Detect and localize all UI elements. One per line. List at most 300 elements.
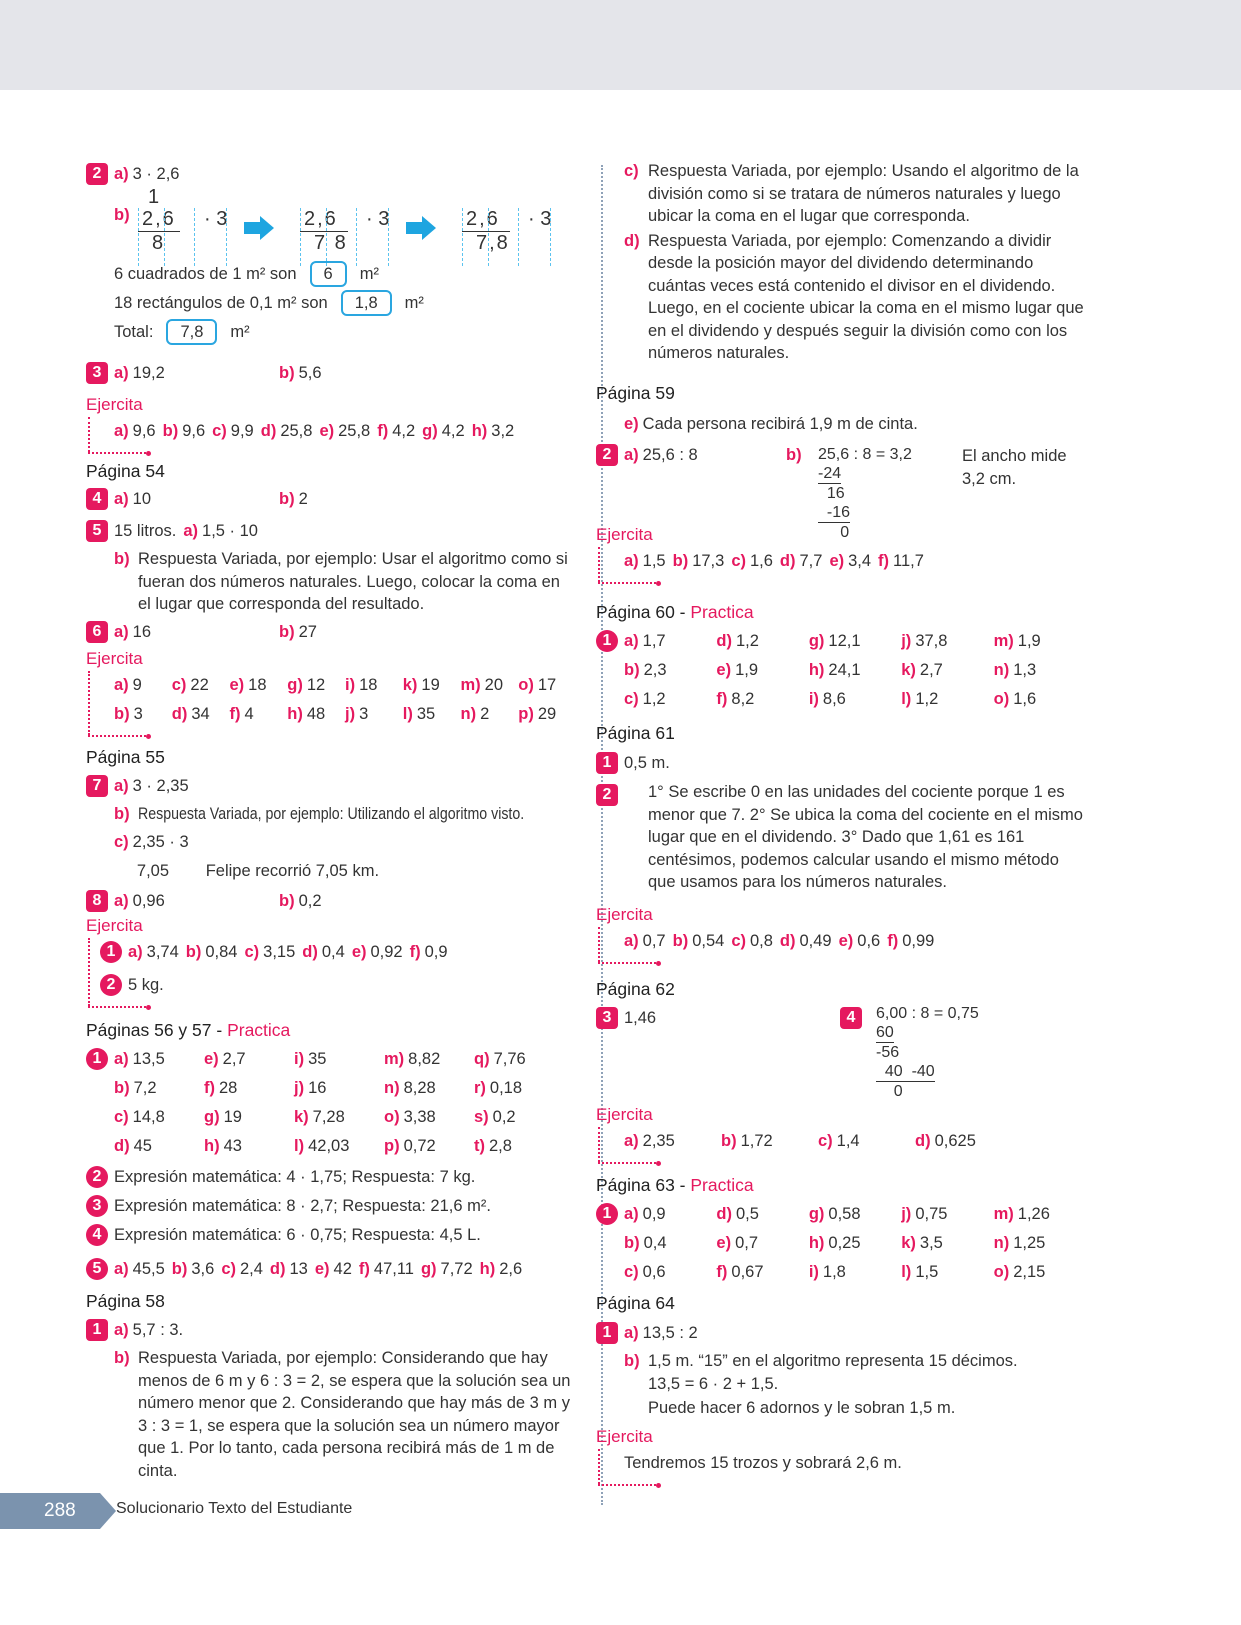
answer-label: c) [212,422,227,440]
answer-cell [474,1132,564,1161]
answer-cell [901,1229,993,1258]
answer-cell [114,1132,204,1161]
answer-cell [335,289,398,318]
answer-value: 3,4 [848,552,872,570]
answer-value: 0,7 [642,932,666,950]
answer-label: t) [474,1137,485,1155]
answer-cell [818,1127,915,1156]
heading-text: Páginas 56 y 57 - [86,1020,228,1040]
ejercita-body [598,547,1086,582]
answer-label: e) [838,932,854,950]
answer-cell [172,671,230,700]
answer-label: r) [474,1079,486,1097]
exercise-item [86,772,576,886]
answer-label: a) [624,446,639,464]
answer-cell [304,260,353,289]
answer-value: 0,58 [828,1205,861,1223]
answer-cell [472,417,515,446]
answer-value: 9,6 [132,422,156,440]
answer-text: Respuesta Variada, por ejemplo: Usar el algoritmo como si fueran dos números naturales. Luego, colocar la coma en el lugar que corresponda del resultado. [138,550,568,613]
answer-cell [624,1200,716,1229]
answer-label: n) [384,1079,400,1097]
answer-label: i) [808,690,819,708]
multiplier: · 3 [528,208,552,230]
answer-row [114,1103,576,1132]
answer-value: 22 [190,676,209,694]
answer-cell [780,927,832,956]
answer-text: 1° Se escribe 0 en las unidades del cociente porque 1 es menor que 7. 2° Se ubica la coma del cociente en el mismo lugar que en el dividendo. 3° Dado que 1,61 es 161 centésimos, podemos calcular usando el mismo método que usamos para los números naturales. [648,783,1083,891]
place-value-guide [226,208,227,266]
answer-row [114,318,576,347]
answer-label: o) [993,690,1010,708]
answer-cell [212,417,254,446]
exercise-number-badge: 1 [86,1319,108,1341]
answer-label: a) [624,932,639,950]
answer-label: n) [993,661,1010,679]
answer-cell [245,938,296,967]
answer-label: a) [624,1324,639,1342]
heading-text: Página 55 [86,747,165,767]
answer-row [114,359,576,388]
answer-value: 16 [308,1079,327,1097]
exercise-item [596,160,1086,365]
answer-label: a) [114,490,129,508]
answer-paragraph [624,160,1086,228]
answer-cell [405,289,424,318]
answer-label: f) [204,1079,215,1097]
answer-label: c) [114,832,129,851]
answer-label: h) [204,1137,220,1155]
answer-row [128,938,576,967]
answer-row [624,656,1086,685]
answer-value: 10 [132,490,152,508]
answer-cell [624,441,698,470]
answer-value: 45 [133,1137,152,1155]
answer-value: 0,25 [828,1234,861,1252]
content-block [86,647,576,735]
answer-row [114,772,576,801]
answer-cell [673,927,725,956]
answer-label: c) [171,676,187,694]
answer-cell [716,656,808,685]
content-block [86,1255,576,1284]
multiplicand: 2,6 [462,208,510,232]
answer-label: a) [128,943,143,961]
heading-text: Página 64 [596,1293,675,1313]
answer-cell [403,700,461,729]
answer-label: e) [314,1260,330,1278]
answer-value: 1,25 [1013,1234,1046,1252]
answer-label: b) [672,932,689,950]
answer-cell [114,517,176,546]
product: 7,8 [476,232,510,254]
multiplier: · 3 [366,208,390,230]
exercise-item [86,1316,576,1482]
exercise-item [100,938,576,967]
answer-value: 47,11 [373,1260,414,1278]
answer-cell [809,627,901,656]
answer-cell [315,1255,352,1284]
answer-value: 35 [416,705,436,723]
answer-label: f) [358,1260,370,1278]
exercise-item [86,1221,576,1250]
answer-label: j) [345,705,356,723]
answer-cell [384,1045,474,1074]
answer-cell [302,938,345,967]
answer-cell [287,700,345,729]
answer-value: 13 [289,1260,308,1278]
answer-text: Puede hacer 6 adornos y le sobran 1,5 m. [648,1399,956,1417]
answer-cell [716,1200,808,1229]
exercise-item [596,627,1086,714]
ejercita-section [596,523,1086,582]
answer-cell [721,1127,818,1156]
answer-label: c) [818,1132,833,1150]
answer-label: k) [402,676,418,694]
answer-value: 3 · 2,35 [132,777,189,795]
answer-value: 8,82 [408,1050,441,1068]
answer-cell [114,1192,491,1221]
answer-cell [780,547,823,576]
exercise-item [86,359,576,388]
exercise-number-badge: 3 [86,362,108,384]
heading-accent: Practica [690,602,754,622]
answer-row [114,1045,576,1074]
answer-value: 1,5 [915,1263,939,1281]
answer-cell [624,1319,698,1348]
answer-cell [114,1163,475,1192]
answer-label: c) [731,932,746,950]
answer-value: 11,7 [893,552,924,570]
ejercita-section [86,914,576,1006]
answer-value: 3 [359,705,369,723]
place-value-guide [488,208,489,266]
answer-text: Respuesta Variada, por ejemplo: Comenzando a dividir desde la posición mayor del dividendo determinando cuántas veces está contenido el divisor en el dividendo. Luego, en el cociente ubicar la coma en el mismo lugar que en el dividendo y después seguir la división como con los números naturales. [648,231,1084,362]
answer-label: d) [624,231,640,250]
answer-value: 2,35 [642,1132,675,1150]
answer-value: 3,5 [919,1234,943,1252]
ejercita-title: Ejercita [596,905,653,924]
answer-row [114,1132,576,1161]
content-block [596,158,1086,367]
product: 8 [152,232,166,254]
answer-cell [114,828,189,857]
answer-cell [731,547,773,576]
answer-cell [994,1200,1086,1229]
answer-value: 7,72 [440,1260,473,1278]
content-block [86,457,576,486]
answer-label: p) [384,1137,400,1155]
answer-cell [114,260,297,289]
exercise-number-badge: 7 [86,775,108,797]
content-block [596,975,1086,1004]
answer-label: e) [716,661,732,679]
answer-cell [624,749,670,778]
answer-row [624,1127,1086,1156]
answer-cell [624,685,716,714]
content-block [86,260,576,347]
place-value-guide [550,208,551,266]
exercise-number-badge: 2 [86,163,108,185]
answer-label: b) [114,550,130,568]
content-block [596,627,1086,714]
answer-cell [994,685,1086,714]
division-line: 40 [876,1063,903,1080]
answer-cell [270,1255,308,1284]
content-block [596,1103,1086,1162]
section-heading [596,719,1086,748]
answer-label: b) [114,1079,130,1097]
answer-value: 9,9 [230,422,254,440]
answer-label: g) [287,676,303,694]
answer-value: 20 [484,676,504,694]
answer-row [114,1163,576,1192]
answer-row [114,857,576,886]
answer-value: 1,6 [1013,690,1037,708]
answer-value: 2,35 · 3 [132,832,189,851]
exercise-number-badge: 5 [86,1258,108,1280]
answer-cell [114,1045,204,1074]
answer-label: q) [474,1050,490,1068]
answer-value: 6 cuadrados de 1 m² son [114,265,297,283]
answer-value: 12,1 [828,632,861,650]
answer-cell [878,547,924,576]
answer-value: 1,9 [1017,632,1041,650]
content-block [86,1016,576,1045]
ejercita-title: Ejercita [596,1427,653,1446]
answer-value: Expresión matemática: 4 · 1,75; Respuesta: 7 kg. [114,1168,476,1186]
content-block [86,1221,576,1250]
answer-cell [287,671,345,700]
answer-cell [128,938,179,967]
answer-value: Total: [114,323,154,341]
answer-cell [901,656,993,685]
division-algorithm [876,1004,979,1101]
answer-value: 2,3 [643,661,667,679]
answer-value: 0,5 m. [624,754,670,772]
answer-cell [624,656,716,685]
answer-label: p) [518,705,534,723]
exercise-number-badge: 2 [596,444,618,466]
division-line: -40 [902,1063,935,1080]
answer-label: j) [901,1205,912,1223]
multiplication-diagram [114,188,576,258]
answer-value: 42,03 [308,1137,350,1155]
answer-paragraph [624,230,1086,365]
answer-label: s) [474,1108,489,1126]
answer-value: 5 kg. [128,976,164,994]
answer-row [114,700,576,729]
answer-cell [994,1229,1086,1258]
content-block [596,779,1086,896]
answer-cell [994,656,1086,685]
answer-cell [901,627,993,656]
answer-label: n) [993,1234,1010,1252]
answer-label: h) [287,705,303,723]
answer-label: g) [808,1205,825,1223]
answer-label: b) [672,552,689,570]
answer-label: f) [229,705,241,723]
answer-cell [624,547,666,576]
answer-value: 0,96 [132,892,165,910]
exercise-item [86,260,576,347]
answer-label: l) [901,690,912,708]
answer-cell [829,547,871,576]
answer-value: 25,8 [280,422,313,440]
content-block [596,903,1086,962]
answer-paragraph [624,1350,1086,1395]
content-block [86,1287,576,1316]
answer-label: b) [114,206,130,224]
division-line: -24 [818,465,842,482]
answer-cell [410,938,448,967]
place-value-guide [518,208,519,266]
answer-row [114,887,576,916]
exercise-number-badge: 2 [100,974,122,996]
answer-label: a) [114,165,129,183]
answer-label: b) [624,661,640,679]
answer-value: 0,84 [205,943,238,961]
answer-value: 1,26 [1017,1205,1050,1223]
content-block [596,1289,1086,1318]
answer-cell [901,1258,993,1287]
content-block [596,1425,1086,1484]
place-value-guide [326,208,327,266]
answer-label: b) [279,490,295,508]
exercise-item [100,417,576,446]
product: 7 8 [314,232,348,254]
answer-label: a) [624,1205,639,1223]
answer-label: m) [993,632,1014,650]
answer-value: 1,8 [822,1263,846,1281]
answer-value: 3 [133,705,143,723]
answer-value: 16 [132,623,152,641]
section-heading [596,1289,1086,1318]
answer-value: 14,8 [132,1108,165,1126]
answer-cell [422,417,465,446]
answer-paragraph [624,1397,1086,1420]
exercise-item [86,1255,576,1284]
answer-cell [114,417,156,446]
answer-cell [839,927,881,956]
answer-label: c) [624,162,639,180]
answer-label: a) [114,1260,129,1278]
content-block [596,1319,1086,1422]
content-block [86,743,576,772]
answer-value: 7,28 [312,1108,345,1126]
answer-cell [114,289,328,318]
answer-cell [360,260,379,289]
answer-label: j) [294,1079,305,1097]
exercise-item [610,927,1086,956]
content-block [596,598,1086,627]
answer-value: 5,7 : 3. [132,1321,184,1339]
section-heading [86,457,576,486]
answer-cell [163,417,206,446]
place-value-guide [300,208,301,266]
exercise-item [596,1004,1086,1100]
answer-value: 2,6 [499,1260,523,1278]
answer-value: 8,6 [822,690,846,708]
ejercita-body [88,417,576,452]
answer-value: 1,5 · 10 [202,522,258,540]
answer-value: 0,7 [735,1234,759,1252]
answer-cell [461,700,519,729]
answer-cell [915,1127,1012,1156]
answer-value: 18 rectángulos de 0,1 m² son [114,294,328,312]
content-block [596,719,1086,748]
multiplication-step [300,208,390,255]
answer-cell [230,671,288,700]
answer-cell [624,410,918,439]
answer-label: b) [171,1260,188,1278]
answer-value: 2,4 [239,1260,263,1278]
answer-value: 34 [191,705,210,723]
answer-cell [204,1074,294,1103]
content-block [86,1163,576,1192]
footer-title: Solucionario Texto del Estudiante [116,1500,353,1517]
answer-label: e) [229,676,245,694]
answer-value: 0,72 [403,1137,436,1155]
answer-row [114,828,576,857]
answer-paragraph [624,781,1086,894]
answer-row [624,1449,1086,1478]
answer-label: i) [294,1050,305,1068]
answer-value: 7,76 [493,1050,526,1068]
content-block [86,393,576,452]
answer-label: c) [624,690,639,708]
answer-label: o) [993,1263,1010,1281]
answer-row [128,971,576,1000]
answer-row [624,1200,1086,1229]
answer-value: 0,75 [915,1205,948,1223]
answer-cell [518,671,576,700]
answer-value: 3,6 [191,1260,215,1278]
answer-value: 27 [298,623,317,641]
exercise-number-badge: 2 [86,1166,108,1188]
exercise-number-badge: 1 [596,630,618,652]
answer-label: c) [221,1260,236,1278]
answer-cell [994,1258,1086,1287]
answer-note: El ancho mide 3,2 cm. [962,447,1067,488]
answer-cell [624,927,666,956]
answer-label: b) [786,446,802,464]
content-block [596,379,1086,408]
answer-label: b) [162,422,179,440]
content-block [86,188,576,258]
answer-cell [474,1103,564,1132]
answer-cell [359,1255,414,1284]
answer-value: 0,2 [298,892,322,910]
answer-value: 18 [359,676,378,694]
answer-label: h) [808,661,825,679]
answer-cell [183,517,258,546]
answer-cell [518,700,576,729]
ejercita-section [596,1425,1086,1484]
answer-cell [624,627,716,656]
answer-label: h) [808,1234,825,1252]
answer-cell [624,1004,656,1033]
multiplication-step [462,208,552,255]
ejercita-body [88,938,576,1006]
answer-cell [204,1132,294,1161]
answer-label: d) [114,1137,130,1155]
answer-label: g) [808,632,825,650]
answer-label: a) [624,552,639,570]
answer-text: Respuesta Variada, por ejemplo: Usando el algoritmo de la división como si se tratara de números naturales y luego ubicar la coma en el lugar que corresponda. [648,162,1079,225]
answer-value: 19,2 [132,364,165,382]
exercise-item [86,1045,576,1161]
